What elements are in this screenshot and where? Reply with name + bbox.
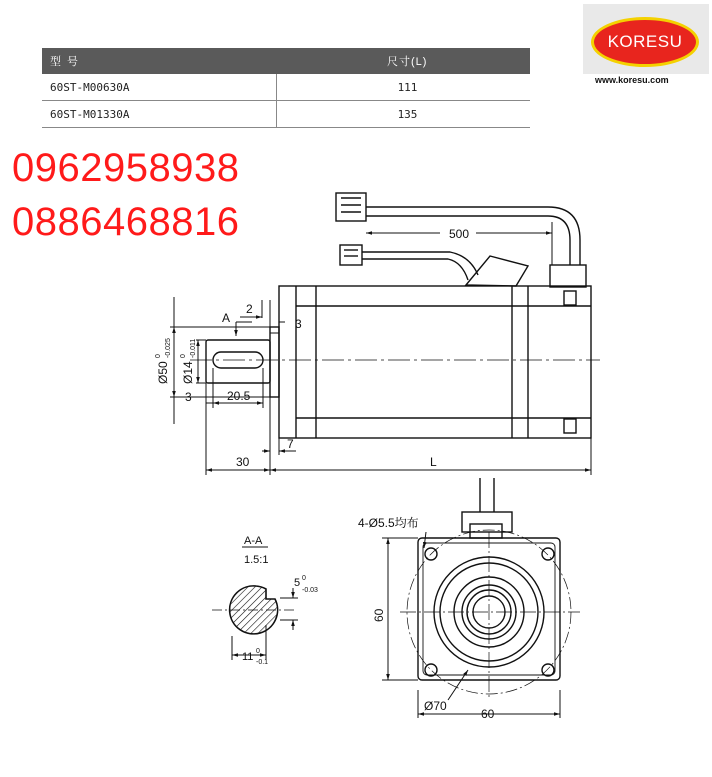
pilot	[270, 327, 279, 397]
pilot-dia-tol-upper: 0	[155, 354, 162, 358]
length-L-label: L	[430, 455, 437, 469]
shaft-length-label: 30	[236, 455, 250, 469]
cell-model: 60ST-M01330A	[42, 101, 277, 128]
mount-hole	[542, 664, 554, 676]
cell-model: 60ST-M00630A	[42, 74, 277, 101]
dim-3-left-label: 3	[185, 390, 192, 404]
cell-length: 111	[277, 74, 531, 101]
logo: KORESU	[591, 17, 699, 67]
section-marker-label: A	[222, 311, 231, 325]
pilot-dia-tol-lower: -0.025	[165, 338, 172, 358]
holes-label: 4-Ø5.5均布	[358, 516, 419, 530]
encoder-cap	[550, 265, 586, 287]
bolt-circle-label: Ø70	[424, 699, 447, 713]
width-label: 60	[481, 707, 495, 721]
phone-number-1: 0962958938	[12, 146, 240, 190]
height-label: 60	[372, 608, 386, 622]
pilot-dia-group	[155, 338, 172, 384]
key-width-tol-lower: -0.03	[302, 587, 318, 594]
section-title: A-A	[244, 535, 263, 547]
front-view	[400, 478, 580, 700]
mount-hole	[542, 548, 554, 560]
logo-url: www.koresu.com	[595, 75, 669, 85]
dim-2-label: 2	[246, 302, 253, 316]
cable-length-label: 500	[449, 227, 470, 241]
section-view	[212, 535, 318, 666]
key-height-tol-upper: 0	[256, 648, 260, 655]
connector-lower	[340, 245, 362, 265]
key-width-label: 5	[294, 577, 301, 589]
shaft-dia-label: Ø14	[181, 361, 195, 384]
dim-3-top-label: 3	[295, 317, 302, 331]
shaft-dia-group	[180, 339, 197, 384]
pilot-dia-label: Ø50	[156, 361, 170, 384]
key-width-tol-upper: 0	[302, 575, 306, 582]
header-length: 尺寸(L)	[277, 48, 531, 74]
phone-number-2: 0886468816	[12, 200, 240, 244]
cell-length: 135	[277, 101, 531, 128]
header-model: 型号	[42, 48, 277, 74]
dim-7-label: 7	[287, 437, 294, 451]
shaft-dia-tol-upper: 0	[180, 354, 187, 358]
motor-body	[279, 286, 591, 438]
connector-upper	[336, 193, 366, 221]
shaft-dia-tol-lower: -0.011	[190, 338, 197, 358]
key-height-tol-lower: -0.1	[256, 659, 269, 666]
shaft	[206, 340, 270, 383]
section-scale: 1.5:1	[244, 554, 269, 566]
key-length-label: 20.5	[227, 389, 251, 403]
key-height-label: 11	[242, 651, 254, 663]
